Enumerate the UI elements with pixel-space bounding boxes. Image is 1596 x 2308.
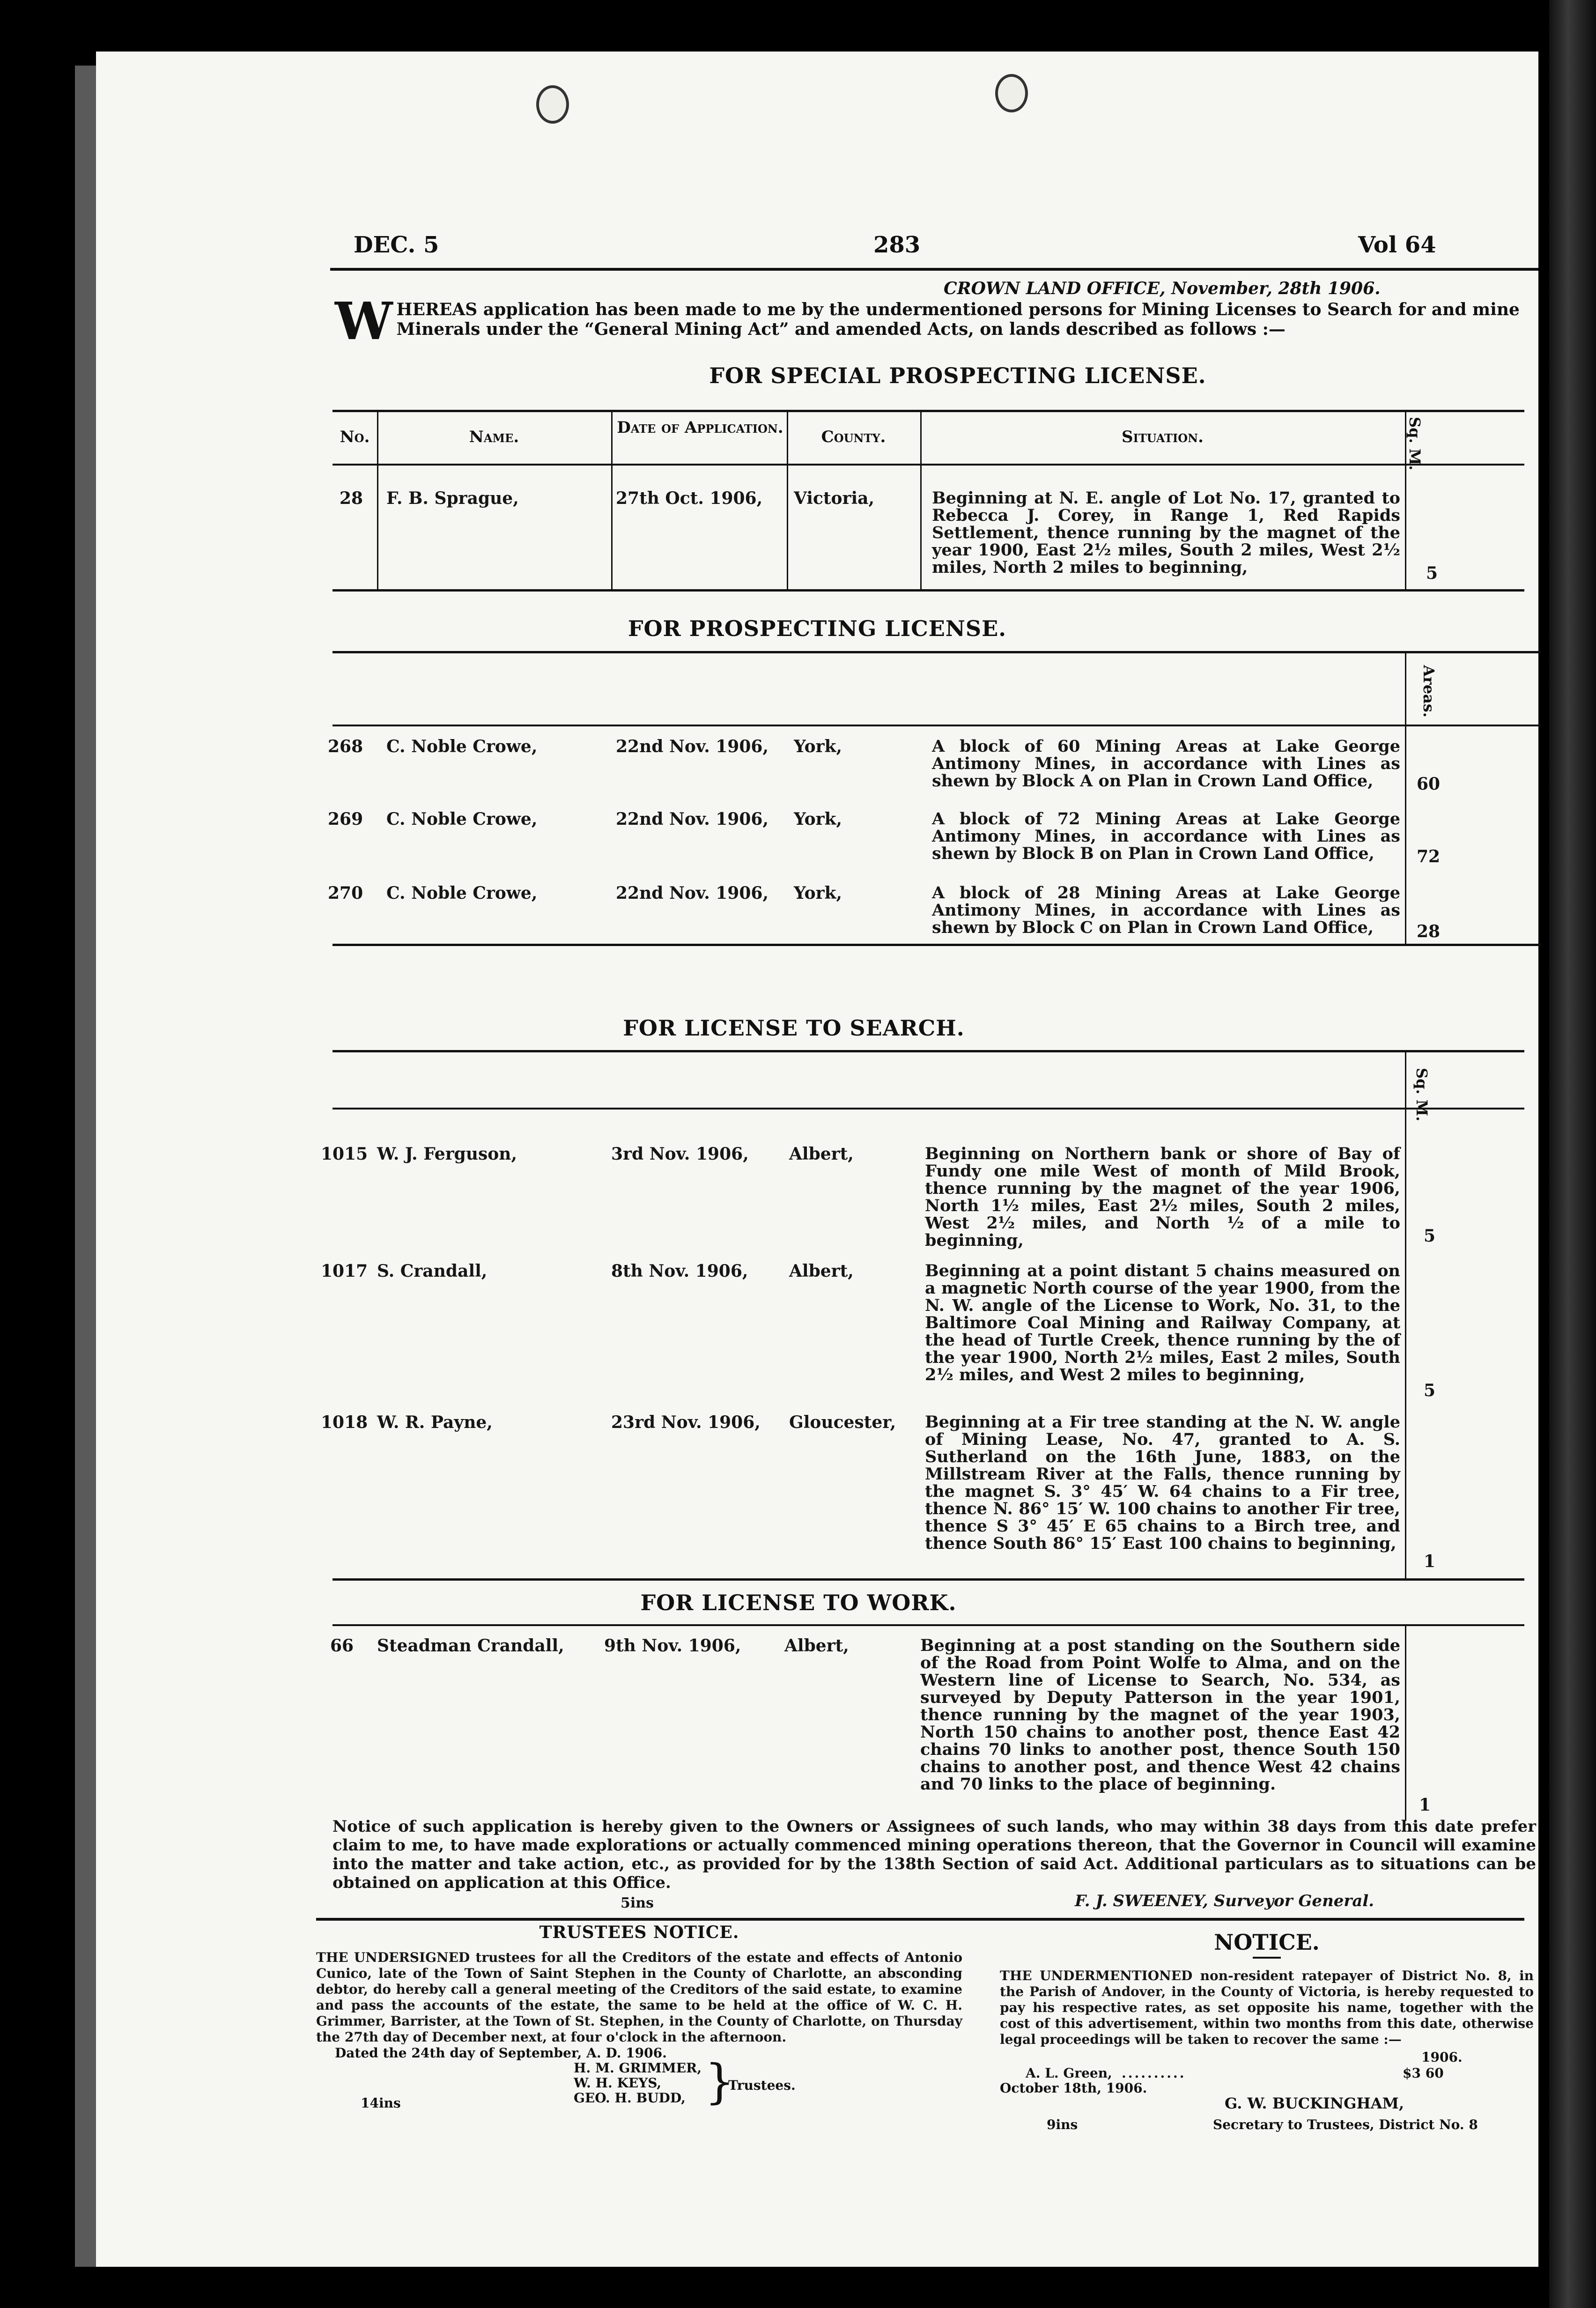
trustee-name: GEO. H. BUDD,	[574, 2090, 686, 2106]
row-no: 66	[330, 1636, 354, 1656]
row-no: 268	[328, 737, 363, 756]
row-area: 1	[1419, 1795, 1431, 1815]
signer-name: G. W. BUCKINGHAM,	[1225, 2094, 1404, 2112]
section-title-special-prospecting: FOR SPECIAL PROSPECTING LICENSE.	[709, 363, 1206, 388]
row-name: W. R. Payne,	[377, 1413, 493, 1432]
row-no: 1018	[321, 1413, 368, 1432]
row-situation: Beginning at N. E. angle of Lot No. 17, granted to Rebecca J. Corey, in Range 1, Red Rapids Settlement, thence running by the magnet of the year 1900, East 2½ miles, South 2 miles, West 2½ miles, North 2 miles to beginning,	[932, 488, 1400, 577]
punch-hole	[995, 74, 1028, 112]
row-area: 1	[1424, 1552, 1436, 1571]
table-top-rule	[332, 651, 1541, 653]
row-date: 23rd Nov. 1906,	[611, 1413, 761, 1432]
trustee-name: H. M. GRIMMER,	[574, 2060, 702, 2076]
table-bottom-rule	[332, 944, 1541, 946]
row-date: 22nd Nov. 1906,	[616, 883, 768, 903]
col-divider	[1405, 651, 1406, 945]
row-name: Steadman Crandall,	[377, 1636, 564, 1656]
column-header-name: Name.	[469, 428, 519, 446]
row-no: 270	[328, 883, 363, 903]
row-area: 72	[1417, 847, 1441, 866]
section-title-search: FOR LICENSE TO SEARCH.	[623, 1015, 965, 1041]
table-bottom-rule	[332, 1578, 1524, 1581]
row-name: S. Crandall,	[377, 1261, 488, 1281]
row-situation: Beginning at a post standing on the Southern side of the Road from Point Wolfe to Alma, and on the Western line of License to Search, No. 534, as surveyed by Deputy Patterson in the year 1901, thence running by the magnet of the year 1903, North 150 chains to another post, thence East 42 chains 70 links to another post, thence South 150 chains to another post, and thence West 42 chains and 70 links to the place of beginning.	[920, 1636, 1400, 1794]
row-name: W. J. Ferguson,	[377, 1144, 517, 1164]
row-county: Albert,	[784, 1636, 849, 1656]
row-area: 60	[1417, 774, 1441, 794]
drop-cap: W	[335, 291, 393, 351]
column-header-situation: Situation.	[1122, 428, 1204, 446]
row-situation: A block of 60 Mining Areas at Lake George Antimony Mines, in accordance with Lines as shewn by Block A on Plan in Crown Land Office,	[932, 737, 1400, 791]
signer-title: Secretary to Trustees, District No. 8	[1213, 2117, 1478, 2132]
intro-text: HEREAS application has been made to me by the undermentioned persons for Mining Licenses to Search for and mine Minerals under the “General Mining Act” and amended Acts, on lands described as follows :—	[396, 300, 1520, 339]
trustees-role: Trustees.	[728, 2078, 796, 2093]
col-divider	[1405, 1624, 1406, 1821]
table-top-rule	[332, 410, 1524, 412]
trustees-title: TRUSTEES NOTICE.	[539, 1923, 739, 1942]
table-top-rule	[332, 1050, 1524, 1052]
notice-year: 1906.	[1421, 2049, 1463, 2065]
row-area: 5	[1424, 1226, 1436, 1246]
separator-rule	[316, 1918, 1524, 1921]
table-bottom-rule	[332, 589, 1524, 592]
section-title-prospecting: FOR PROSPECTING LICENSE.	[628, 616, 1007, 641]
rate-amount: $3 60	[1403, 2065, 1444, 2081]
row-no: 28	[340, 488, 363, 508]
row-situation: Beginning on Northern bank or shore of Bay of Fundy one mile West of month of Mild Brook, thence running by the magnet of the year 1906, North 1½ miles, East 2½ miles, South 2 miles, West 2½ miles, and North ½ of a mile to beginning,	[925, 1144, 1400, 1250]
row-no: 269	[328, 809, 363, 829]
row-county: Victoria,	[794, 488, 875, 508]
insertions-count: 5ins	[621, 1895, 654, 1911]
section-title-work: FOR LICENSE TO WORK.	[640, 1590, 957, 1615]
row-date: 3rd Nov. 1906,	[611, 1144, 749, 1164]
intro-paragraph	[335, 291, 1538, 351]
ratepayer-name: A. L. Green,	[1026, 2065, 1112, 2081]
row-county: York,	[794, 737, 842, 756]
notice-paragraph: Notice of such application is hereby given to the Owners or Assignees of such lands, who may within 38 days from this date prefer claim to me, to have made explorations or actually commenced mining operations thereon, that the Governor in Council will examine into the matter and take action, etc., as provided for by the 138th Section of said Act. Additional particulars as to situations can be obtained on application at this Office.	[332, 1817, 1536, 1892]
row-situation: Beginning at a point distant 5 chains measured on a magnetic North course of the year 1900, from the N. W. angle of the License to Work, No. 31, to the Baltimore Coal Mining and Railway Company, at the head of Turtle Creek, thence running by the of the year 1900, North 2½ miles, East 2 miles, South 2½ miles, and West 2 miles to beginning,	[925, 1261, 1400, 1384]
volume-number: Vol 64	[1358, 232, 1436, 258]
trustees-insertions: 14ins	[361, 2095, 401, 2111]
notice-title: NOTICE.	[1214, 1930, 1320, 1955]
notice-body: THE UNDERMENTIONED non-resident ratepayer of District No. 8, in the Parish of Andover, in the County of Victoria, is hereby requested to pay his respective rates, as set opposite his name, together with the cost of this advertisement, within two months from this date, otherwise legal proceedings will be taken to recover the same :—	[1000, 1968, 1534, 2047]
row-area: 5	[1426, 563, 1438, 583]
trustees-names	[574, 2061, 702, 2106]
row-no: 1017	[321, 1261, 368, 1281]
table-header-rule	[332, 1108, 1524, 1110]
row-name: C. Noble Crowe,	[386, 809, 538, 829]
row-county: Gloucester,	[789, 1413, 896, 1432]
column-header-county: County.	[821, 428, 886, 446]
row-name: C. Noble Crowe,	[386, 883, 538, 903]
row-no: 1015	[321, 1144, 368, 1164]
punch-hole	[536, 85, 569, 124]
trustee-name: W. H. KEYS,	[574, 2075, 662, 2091]
column-header-areas: Areas.	[1420, 665, 1438, 718]
title-underline	[1253, 1957, 1281, 1959]
column-header-area: Sq. M.	[1406, 417, 1424, 471]
notice-date: October 18th, 1906.	[1000, 2080, 1147, 2096]
brace-icon: }	[705, 2054, 735, 2109]
row-county: Albert,	[789, 1144, 854, 1164]
signature: F. J. SWEENEY, Surveyor General.	[1075, 1892, 1374, 1910]
table-header-rule	[332, 464, 1524, 466]
notice-insertions: 9ins	[1047, 2117, 1078, 2132]
document-page	[96, 52, 1538, 2267]
header-rule	[330, 268, 1538, 271]
dot-leader: ..........	[1122, 2065, 1186, 2081]
column-header-area: Sq. M.	[1413, 1068, 1431, 1122]
column-header-no: No.	[340, 428, 370, 446]
trustees-body: THE UNDERSIGNED trustees for all the Creditors of the estate and effects of Antonio Cunico, late of the Town of Saint Stephen in the County of Charlotte, an absconding debtor, do hereby call a general meeting of the Creditors of the said estate, to examine and pass the accounts of the estate, the same to be held at the office of W. C. H. Grimmer, Barrister, at the Town of St. Stephen, in the County of Charlotte, on Thursday the 27th day of December next, at four o'clock in the afternoon.	[316, 1950, 962, 2045]
page-number: 283	[873, 232, 921, 258]
trustees-dated: Dated the 24th day of September, A. D. 1906.	[335, 2045, 667, 2061]
row-name: C. Noble Crowe,	[386, 737, 538, 756]
office-line: CROWN LAND OFFICE, November, 28th 1906.	[944, 279, 1381, 298]
row-county: York,	[794, 809, 842, 829]
row-area: 28	[1417, 922, 1441, 941]
row-name: F. B. Sprague,	[386, 488, 519, 508]
row-date: 22nd Nov. 1906,	[616, 737, 768, 756]
table-top-rule	[332, 1624, 1524, 1626]
col-divider	[1405, 1050, 1406, 1579]
header-date: DEC. 5	[354, 232, 439, 258]
row-date: 27th Oct. 1906,	[616, 488, 763, 508]
row-county: Albert,	[789, 1261, 854, 1281]
row-date: 9th Nov. 1906,	[604, 1636, 741, 1656]
binding-spine	[1549, 0, 1596, 2308]
column-header-date: Date of Application.	[617, 418, 783, 437]
col-divider	[611, 410, 613, 590]
row-area: 5	[1424, 1381, 1436, 1400]
row-date: 22nd Nov. 1906,	[616, 809, 768, 829]
row-date: 8th Nov. 1906,	[611, 1261, 748, 1281]
row-situation: A block of 28 Mining Areas at Lake George Antimony Mines, in accordance with Lines as shewn by Block C on Plan in Crown Land Office,	[932, 883, 1400, 937]
row-situation: A block of 72 Mining Areas at Lake George Antimony Mines, in accordance with Lines as shewn by Block B on Plan in Crown Land Office,	[932, 809, 1400, 863]
trustees-notice	[316, 1923, 962, 2117]
table-header-rule	[332, 725, 1541, 726]
ratepayer-notice	[1000, 1930, 1534, 2141]
row-county: York,	[794, 883, 842, 903]
row-situation: Beginning at a Fir tree standing at the N. W. angle of Mining Lease, No. 47, granted to A. S. Sutherland on the 16th June, 1883, on the Millstream River at the Falls, thence running by the magnet S. 3° 45′ W. 64 chains to a Fir tree, thence N. 86° 15′ W. 100 chains to another Fir tree, thence S 3° 45′ E 65 chains to a Birch tree, and thence South 86° 15′ East 100 chains to beginning,	[925, 1413, 1400, 1553]
